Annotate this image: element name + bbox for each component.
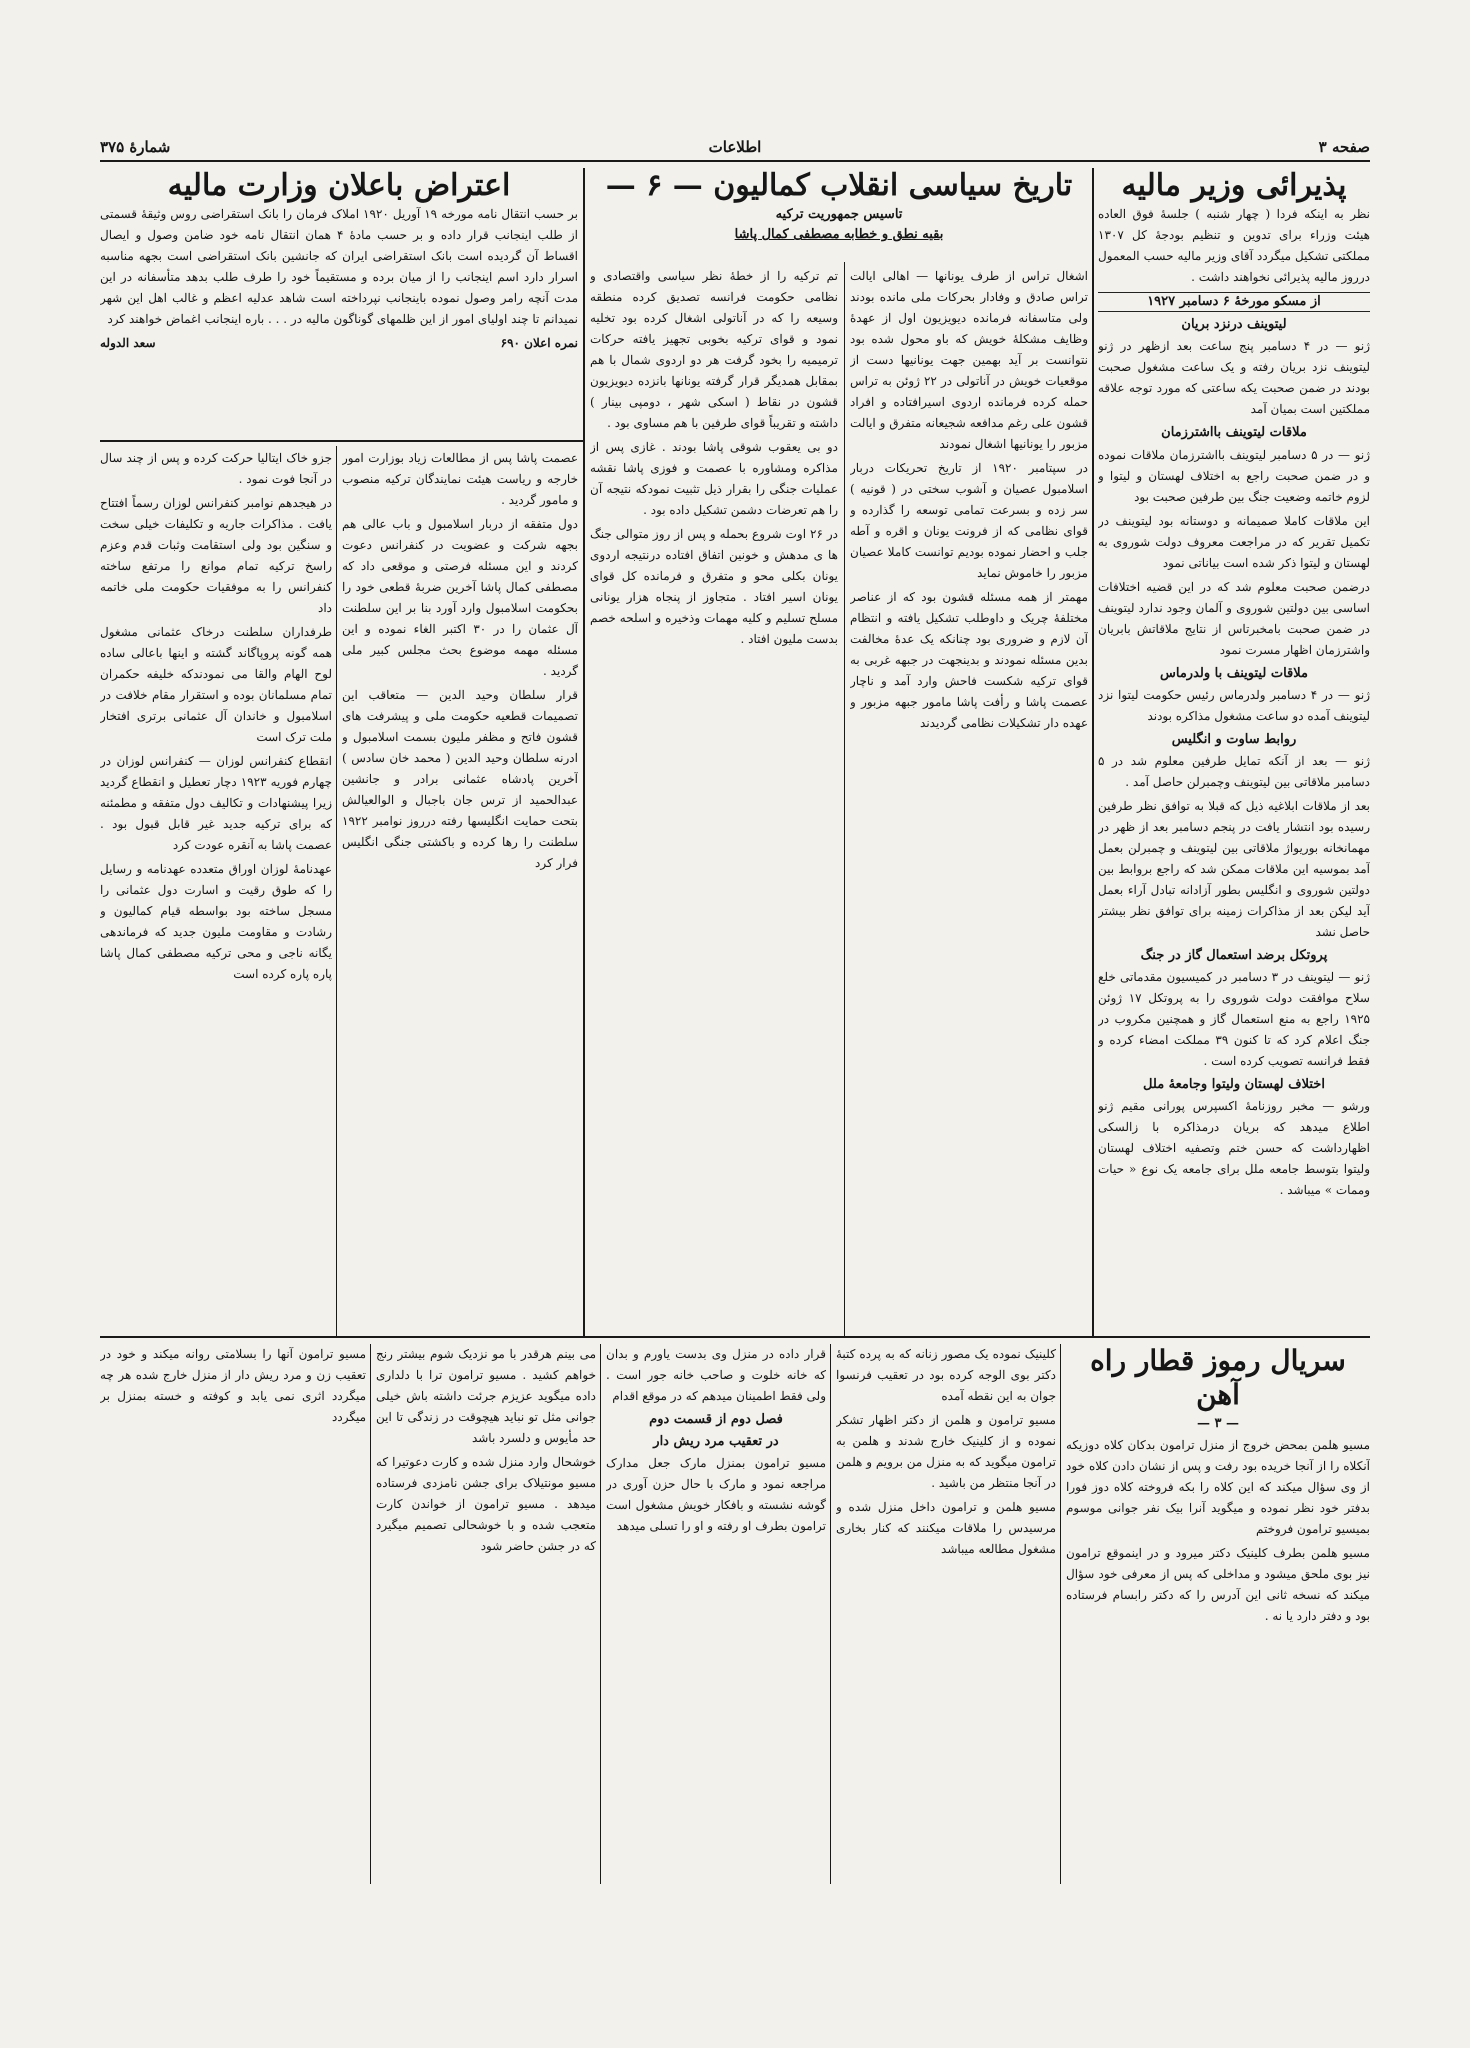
notice-objection [100,168,578,436]
history-column-d [100,448,332,1334]
article-text: اشغال تراس از طرف یونانها — اهالی ایالت تراس صادق و وفادار بحرکات ملی مانده بودند ولی متاسفانه فرمانده دیویزیون اول از عهدهٔ وظایف مشکلهٔ خویش که باو محول شده بود نتوانست بر آید بهمین جهت یونانیها دست از موقعیات خویش در آناتولی در ۲۲ ژوئن به تراس حمله کرده فرمانده اردوی اسیرافتاده و افراد قشون علی رغم مدافعه شجیعانه متفرق و ایالت مزبور را یونانیها اشغال نمودند [850,269,1088,451]
article-text: بعد از ملاقات ابلاغیه ذیل که قبلا به توافق نظر طرفین رسیده بود انتشار یافت در پنجم دسامبر بعد از ظهر در مهمانخانه بوریواژ ملاقاتی بین لیتوینف و چمبرلن بعمل آمد بموسیه این ملاقات ممکن شد که راجع بروابط بین دولتین شوروی و انگلیس بطور آزادانه تبادل آراء بعمل آید لیکن بعد از مذاکرات زمینه برای توافق نظر بیشتر حاصل نشد [1098,798,1370,939]
issue-number: شمارهٔ ۳۷۵ [100,138,171,156]
masthead-title: اطلاعات [708,138,762,156]
article-text: ژنو — در ۴ دسامبر پنج ساعت بعد ازظهر در ژنو لیتوینف نزد بریان رفته و یک ساعت مشغول صحبت بودند در ضمن صحبت یکه ساعتی که مورد توجه علاقه مملکتین است بمیان آمد [1098,339,1370,417]
column-divider [336,446,337,1336]
article-text: درضمن صحبت معلوم شد که در این قضیه اختلافات اساسی بین دولتین شوروی و آلمان وجود ندارد لیتوینف در ضمن صحبت بامخبرتاس از نتایج ملاقاتش بابریان واشترزمان اظهار مسرت نمود [1098,579,1370,657]
article-text: ژنو — بعد از آنکه تمایل طرفین معلوم شد در ۵ دسامبر ملاقاتی بین لیتوینف وچمبرلن حاصل آمد . [1098,753,1370,789]
page-header [100,138,1370,160]
serial-column-4 [376,1344,596,1884]
ad-number: نمره اعلان ۶۹۰ [500,336,578,350]
serial-text: مسیو هلمن بطرف کلینیک دکتر میرود و در اینموقع ترامون نیز بوی ملحق میشود و مداخلی که پس از معرفی خود سؤال میکند که نسخه ثانی این آدرس را که دکتر رابسام فرستاده بود و دفتر دارد یا نه . [1066,1546,1370,1624]
page-number: صفحه ۳ [1318,138,1370,156]
history-column-b [590,266,838,1334]
chapter-heading: فصل دوم از قسمت دوم [649,1412,783,1427]
subheading: ملاقات لیتوینف با ولدرماس [1160,665,1308,681]
article-text: در هیجدهم نوامبر کنفرانس لوزان رسماً افتتاح یافت . مذاکرات جاریه و تکلیفات خیلی سخت و سنگین بود ولی استقامت وثبات قدم وعزم راسخ ترکیه تمام موانع را مرتفع ساخته کنفرانس را به موفقیات حکومت ملی خاتمه داد [100,496,332,615]
headline-kemalist-revolution: تاریخ سیاسی انقلاب کمالیون — ۶ — [605,168,1073,203]
article-text: نظر به اینکه فردا ( چهار شنبه ) جلسهٔ فوق العاده هیئت وزراء برای تدوین و تنظیم بودجهٔ کل ۱۳۰۷ مملکتی تشکیل میگردد آقای وزیر مالیه حسب المعمول درروز مالیه پذیرائی نخواهند داشت . [1098,207,1370,284]
article-text: جزو خاک ایتالیا حرکت کرده و پس از چند سال در آنجا فوت نمود . [100,451,332,486]
serial-text: مسیو هلمن بمحض خروج از منزل ترامون بدکان کلاه دوزیکه آنکلاه را از آنجا خریده بود رفت و پس از نشان دادن کلاه خود از وی سؤال میکند که این کلاه را بکه فروخته کلاه دوز فورا بدفتر خود نظر نموده و میگوید آنرا بیک نفر جوانی موسوم بمیسیو ترامون فروختم [1066,1438,1370,1537]
signature: سعد الدوله [100,336,156,350]
chapter-subheading: در تعقیب مرد ریش دار [653,1434,779,1450]
serial-column-1 [1066,1344,1370,1884]
subheading: ملاقات لیتوینف بااشترزمان [1161,425,1307,441]
subheading: پروتکل برضد استعمال گاز در جنگ [1140,947,1328,963]
article-text: در سپتامبر ۱۹۲۰ از تاریخ تحریکات دربار اسلامبول عصیان و آشوب سختی در ( قونیه ) سر زده و بسرعت تمامی توسعه را گذارده و قوای نظامی که از فرونت یونان و اقره و آطه جلب و احضار نموده بودیم توانست کاملا عصیان مزبور را خاموش نماید [850,461,1088,580]
column-divider [600,1344,601,1884]
serial-text: می بینم هرقدر با مو نزدیک شوم بیشتر رنج خواهم کشید . مسیو ترامون ترا با دلداری داده میگوید عزیزم جرئت داشته باش خیلی جوانی مثل تو نباید هیچوقت در زندگی تا این حد مأیوس و دلسرد باشد [376,1347,596,1445]
article-text: دول متفقه از دربار اسلامبول و باب عالی هم بجهه شرکت و عضویت در کنفرانس دعوت کردند و این مسئله فرصتی و موقعی داد که مصطفی کمال پاشا آخرین ضربهٔ قطعی خود را بحکومت اسلامبول وارد آورد بنا بر این سلطنت آل عثمان را در ۳۰ اکتبر الغاء نموده و این مسئله مهمه موضوع بحث مجلس کبیر ملی گردید . [342,517,578,678]
article-text: ورشو — مخبر روزنامهٔ اکسپرس پورانی مقیم ژنو اطلاع میدهد که بریان درمذاکره با زالسکی اظهارداشت که حسن ختم وتصفیه اختلاف لهستان ولیتوا بتوسط جامعه ملل برای جامعه یک نوع « حیات وممات » میباشد . [1098,1099,1370,1198]
column-divider [583,168,585,1336]
article-text: ژنو — لیتوینف در ۳ دسامبر در کمیسیون مقدماتی خلع سلاح موافقت دولت شوروی را به پروتکل ۱۷ ژوئن ۱۹۲۵ راجع به منع استعمال گاز و همچنین مکروب در جنگ اعلام کرد که تا کنون ۳۹ مملکت امضاء کرده و فقط فرانسه تصویب کرده است . [1098,970,1370,1069]
serial-episode: — ۳ — [1196,1416,1240,1432]
column-divider [1092,168,1094,1336]
serial-text: مسیو ترامون بمنزل مارک جعل مدارک مراجعه نمود و مارک با حال حزن آوری در گوشه نشسته و بافکار خویش مشغول است ترامون بطرف او رفته و او را تسلی میدهد [606,1456,826,1534]
headline-finance-minister: پذیرائی وزیر مالیه [1121,168,1347,203]
article-text: ژنو — در ۵ دسامبر لیتوینف بااشترزمان ملاقات نموده و در ضمن صحبت راجع به اختلاف لهستان و لیتوا و لزوم خاتمه وضعیت جنگ بین طرفین صحبت بود [1098,447,1370,504]
serial-text: مسیو ترامون آنها را بسلامتی روانه میکند و خود در تعقیب زن و مرد ریش دار از منزل خارج شده هر چه میگردد اثری نمی یابد و کوفته و خسته بمنزل بر میگردد [100,1347,366,1424]
history-article-header [590,168,1088,260]
section-divider [100,440,583,442]
headline-objection-notice: اعتراض باعلان وزارت مالیه [167,168,511,203]
history-column-a [850,266,1088,1334]
history-column-c [342,448,578,1334]
serial-text: کلینیک نموده یک مصور زنانه که به پرده کتبهٔ دکتر بوی الوجه کرده بود در تعقیب فرنسوا جوان به این نقطه آمده [836,1347,1056,1403]
notice-text: بر حسب انتقال نامه مورخه ۱۹ آوریل ۱۹۲۰ املاک فرمان را بانک استقراضی روس وثیقهٔ قسمتی از طلب اینجانب قرار داده و بر حسب مادهٔ ۴ همان انتقال نامه خود ضامن وصول و ایصال اقساط آن گردیده است بانک استقراضی ایران که جانشین بانک استقراضی است بجهه مناسبه اسرار دارد اسم اینجانب را از میان برده و مستقیماً خود را طرف طلب بدهد متأسفانه در این مدت آنچه رامر وصول نموده باینجانب نپرداخته است شاهد عدلیه اعظم و غالب اهل این شهر نمیدانم تا چند اولیای امور از این ظلمهای گوناگون مالیه در . . . باره اینجانب اغماض خواهند کرد [100,207,578,326]
article-text: انقطاع کنفرانس لوزان — کنفرانس لوزان در چهارم فوریه ۱۹۲۳ دچار تعطیل و انقطاع گردید زیرا پیشنهادات و تکالیف دول متفقه و مطمئنه که برای ترکیه جدید غیر قابل قبول بود . عصمت پاشا به آنقره عودت کرد [100,754,332,852]
serial-text: مسیو ترامون و هلمن از دکتر اظهار تشکر نموده و از کلینیک خارج شدند و هلمن به ترامون میگوید که به منزل من برویم و هلمن در آنجا منتظر من باشید . [836,1413,1056,1490]
column-divider [1060,1344,1061,1884]
serial-text: مسیو هلمن و ترامون داخل منزل شده و مرسیدس را ملاقات میکنند که کنار بخاری مشغول مطالعه میباشد [836,1500,1056,1556]
subheading: روابط ساوت و انگلیس [1171,731,1297,747]
subheading: لیتوینف درنزد بریان [1181,317,1287,333]
article-text: مهمتر از همه مسئله قشون بود که از عناصر مختلفهٔ چریک و داوطلب تشکیل یافته و انتظام آن لازم و ضروری بود چنانکه یک عدهٔ مخالفت بدین مسئله نمودند و بدینجهت در جبهه غربی به قوای ترکیه شکست فاحش وارد آمد و ناچار عصمت پاشا و رأفت پاشا مامور جبهه مزبور و عهده دار تشکیلات نظامی گردیدند [850,590,1088,730]
article-text: عهدنامهٔ لوزان اوراق متعدده عهدنامه و رسایل را که طوق رقیت و اسارت دول عثمانی را مسجل ساخته بود بواسطه قیام کمالیون و رشادت و مقاومت ملیون جدید که فرماندهی یگانه ناجی و محی ترکیه مصطفی کمال پاشا پاره پاره کرده است [100,862,332,981]
subtitle: بقیه نطق و خطابه مصطفی کمال پاشا [734,227,944,243]
article-text: در ۲۶ اوت شروع بحمله و پس از روز متوالی جنگ ها ی مدهش و خونین اتفاق افتاده درنتیجه اردوی یونان بکلی محو و متفرق و فرمانده کل قوای یونان اسیر افتاد . متجاوز از پنجاه هزار یونانی مسلح تسلیم و کلیه مهمات وذخیره و اسلحه خصم بدست ملیون افتاد . [590,527,838,646]
column-finance-news [1098,168,1370,1334]
subtitle: تاسیس جمهوریت ترکیه [775,207,903,222]
article-text: طرفداران سلطنت درخاک عثمانی مشغول همه گونه پروپاگاند گشته و اینها باعالی ساده لوح الهام والقا می نمودندکه خلیفه حکمران تمام مسلمانان بوده و استقرار مقام خلافت در اسلامبول و خاندان آل عثمانی برتری افتخار ملت ترک است [100,625,332,744]
column-divider [844,262,845,1336]
article-text: قرار سلطان وحید الدین — متعاقب این تصمیمات قطعیه حکومت ملی و پیشرفت های قشون فاتح و مظفر ملیون بسمت اسلامبول و ادرنه سلطان وحید الدین ( محمد خان سادس ) آخرین پادشاه عثمانی برادر و جانشین عبدالحمید از ترس جان باجبال و الوالعیالش بتحت حمایت انگلیسها رفته درروز نوامبر ۱۹۲۲ سلطنت را رها کرده و باکشتی جنگی انگلیس فرار کرد [342,688,578,870]
serial-column-2 [836,1344,1056,1884]
article-text: تم ترکیه را از خطهٔ نظر سیاسی واقتصادی و نظامی حکومت فرانسه تصدیق کرده منطقه وسیعه را که در آناتولی اشغال کرده بود تخلیه نمود و قوای ترکیه بخوبی تجهیز یافته حرکات ترمیمیه را بخود گرفت هر دو اردوی شمال با هم بمقابل همدیگر قرار گرفته یونانها بانزده دیویزیون قشون در نقاط ( اسکی شهر ، دومپی بینار ) داشته و تقریباً قوای طرفین با هم مساوی بود . [590,269,838,430]
serial-text: خوشحال وارد منزل شده و کارت دعوتیرا که مسیو مونتیلاک برای جشن نامزدی فرستاده میدهد . مسیو ترامون از خواندن کارت متعجب شده و با خوشحالی تصمیم میگیرد که در جشن حاضر شود [376,1455,596,1553]
column-divider [370,1344,371,1884]
header-rule [100,160,1370,162]
article-text: این ملاقات کاملا صمیمانه و دوستانه بود لیتوینف در تکمیل تقریر که در مراجعت معروف دولت شوروی به لهستان و لیتوا ذکر شده است بیاناتی نمود [1098,513,1370,570]
serial-column-5 [100,1344,366,1884]
dateline: از مسکو مورخهٔ ۶ دسامبر ۱۹۲۷ [1098,292,1370,312]
subheading: اختلاف لهستان ولیتوا وجامعهٔ ملل [1143,1077,1325,1093]
article-text: دو بی یعقوب شوقی پاشا بودند . غازی پس از مذاکره ومشاوره با عصمت و فوزی پاشا نقشه عملیات جنگی را بقرار ذیل تثبیت نمودکه نتیجه آن را هم تعرضات دشمن تشکیل داده بود . [590,440,838,517]
headline-serial: سریال رموز قطار راه آهن [1090,1344,1346,1411]
article-text: ژنو — در ۴ دسامبر ولدرماس رئیس حکومت لیتوا نزد لیتوینف آمده دو ساعت مشغول مذاکره بودند [1098,687,1370,723]
serial-text: قرار داده در منزل وی بدست یاورم و بدان که خانه خلوت و صاحب خانه جور است . ولی فقط اطمینان میدهم که در موقع اقدام [606,1347,826,1403]
column-divider [830,1344,831,1884]
serial-column-3 [606,1344,826,1884]
article-text: عصمت پاشا پس از مطالعات زیاد بوزارت امور خارجه و ریاست هیئت نمایندگان ترکیه منصوب و مامور گردید . [342,451,578,507]
bottom-divider [100,1336,1370,1338]
